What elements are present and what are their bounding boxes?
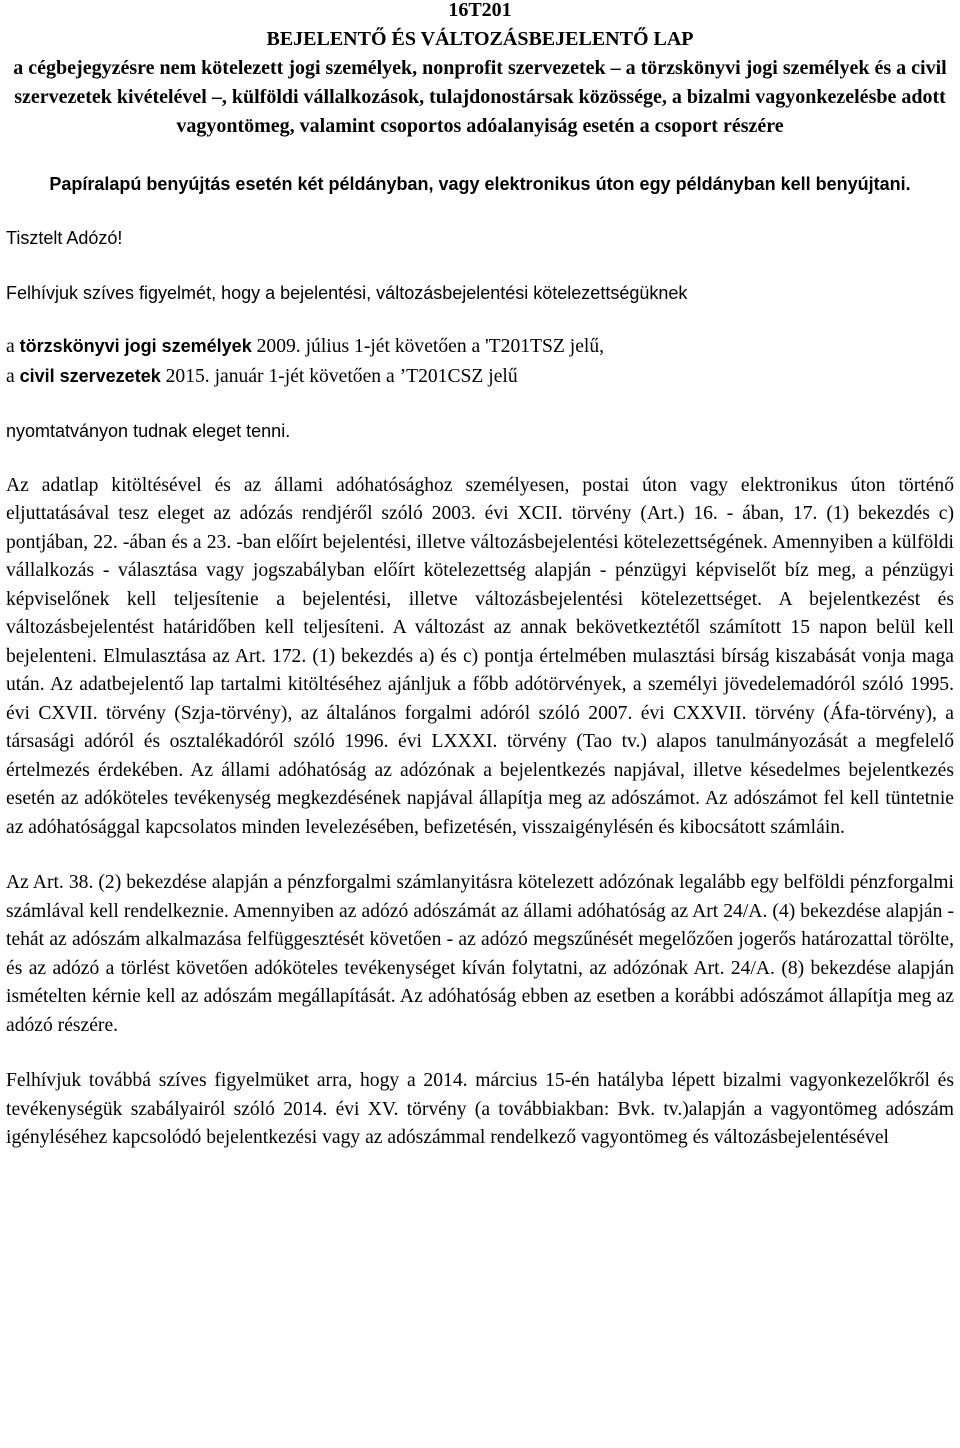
line2-bold: civil szervezetek [19,365,161,386]
paragraph-bvk: Felhívjuk továbbá szíves figyelmüket arra, hogy a 2014. március 15-én hatályba lépett bizalmi vagyonkezelőkről és tevékenységük szabályairól szóló 2014. évi XV. törvény (a továbbiakban: Bvk. tv.)alapján a vagyontömeg adószám igényléséhez kapcsolódó bejelentkezési vagy az adószámmal rendelkező vagyontömeg és változásbejelentésével [6,1070,954,1148]
line-civil [6,362,954,392]
intro-text: Felhívjuk szíves figyelmét, hogy a bejelentési, változásbejelentési kötelezettségüknek [6,282,688,303]
submission-note: Papíralapú benyújtás esetén két példányban, vagy elektronikus úton egy példányban kell benyújtani. [49,174,911,194]
line2-prefix: a [6,365,20,387]
form-code: 16T201 [448,0,512,21]
greeting: Tisztelt Adózó! [6,228,123,248]
line-torzskonyvi [6,332,954,362]
line1-rest: 2009. július 1-jét követően a 'T201TSZ jelű, [251,336,605,357]
document-page [6,0,954,1153]
form-subtitle: a cégbejegyzésre nem kötelezett jogi személyek, nonprofit szervezetek – a törzskönyvi jogi személyek és a civil szervezetek kivételével –, külföldi vállalkozások, tulajdonostársak közössége, a bizalmi vagyonkezelésbe adott vagyontömeg, valamint csoportos adóalanyiság esetén a csoport részére [13,57,947,137]
nyomtatvany-line: nyomtatványon tudnak eleget tenni. [6,421,291,441]
line1-bold: törzskönyvi jogi személyek [19,336,252,356]
line1-prefix: a [6,336,20,357]
paragraph-art38: Az Art. 38. (2) bekezdése alapján a pénzforgalmi számlanyitásra kötelezett adózónak legalább egy belföldi pénzforgalmi számlával kell rendelkeznie. Amennyiben az adózó adószámát az állami adóhatóság az Art 24/A. (4) bekezdése alapján - tehát az adószám alkalmazása felfüggesztését követően - az adózó megszűnését megelőzően jogerős határozattal törölte, és az adózó a törlést követően adóköteles tevékenységet kíván folytatni, az adózónak Art. 24/A. (8) bekezdése alapján ismételten kérnie kell az adószám megállapítását. Az adóhatóság ebben az esetben a korábbi adószámot állapítja meg az adózó részére. [6,872,954,1036]
line2-rest: 2015. január 1-jét követően a ’T201CSZ jelű [160,365,518,387]
form-title: BEJELENTŐ ÉS VÁLTOZÁSBEJELENTŐ LAP [266,28,694,50]
paragraph-adatlap: Az adatlap kitöltésével és az állami adóhatósághoz személyesen, postai úton vagy elektronikus úton történő eljuttatásával tesz eleget az adózás rendjéről szóló 2003. évi XCII. törvény (Art.) 16. - ában, 17. (1) bekezdés c) pontjában, 22. -ában és a 23. -ban előírt bejelentési, illetve változásbejelentési kötelezettségének. Amennyiben a külföldi vállalkozás - választása vagy jogszabályban előírt kötelezettség alapján - pénzügyi képviselőt bíz meg, a pénzügyi képviselőnek kell teljesítenie a bejelentési, illetve változásbejelentési kötelezettséget. A bejelentkezést és változásbejelentést határidőben kell teljesíteni. A változást az annak bekövetkeztétől számított 15 napon belül kell bejelenteni. Elmulasztása az Art. 172. (1) bekezdés a) és c) pontja értelmében mulasztási bírság kiszabását vonja maga után. Az adatbejelentő lap tartalmi kitöltéséhez ajánljuk a főbb adótörvények, a személyi jövedelemadóról szóló 1995. évi CXVII. törvény (Szja-törvény), az általános forgalmi adóról szóló 2007. évi CXXVII. törvény (Áfa-törvény), a társasági adóról és osztalékadóról szóló 1996. évi LXXXI. törvény (Tao tv.) alapos tanulmányozását a megfelelő értelmezés érdekében. Az állami adóhatóság az adózónak a bejelentkezés napjával, illetve késedelmes bejelentkezés esetén az adóköteles tevékenység megkezdésének napjával állapítja meg az adószámot. Az adószámot fel kell tüntetnie az adóhatósággal kapcsolatos minden levelezésében, befizetésén, visszaigénylésén és kibocsátott számláin. [6,474,954,838]
